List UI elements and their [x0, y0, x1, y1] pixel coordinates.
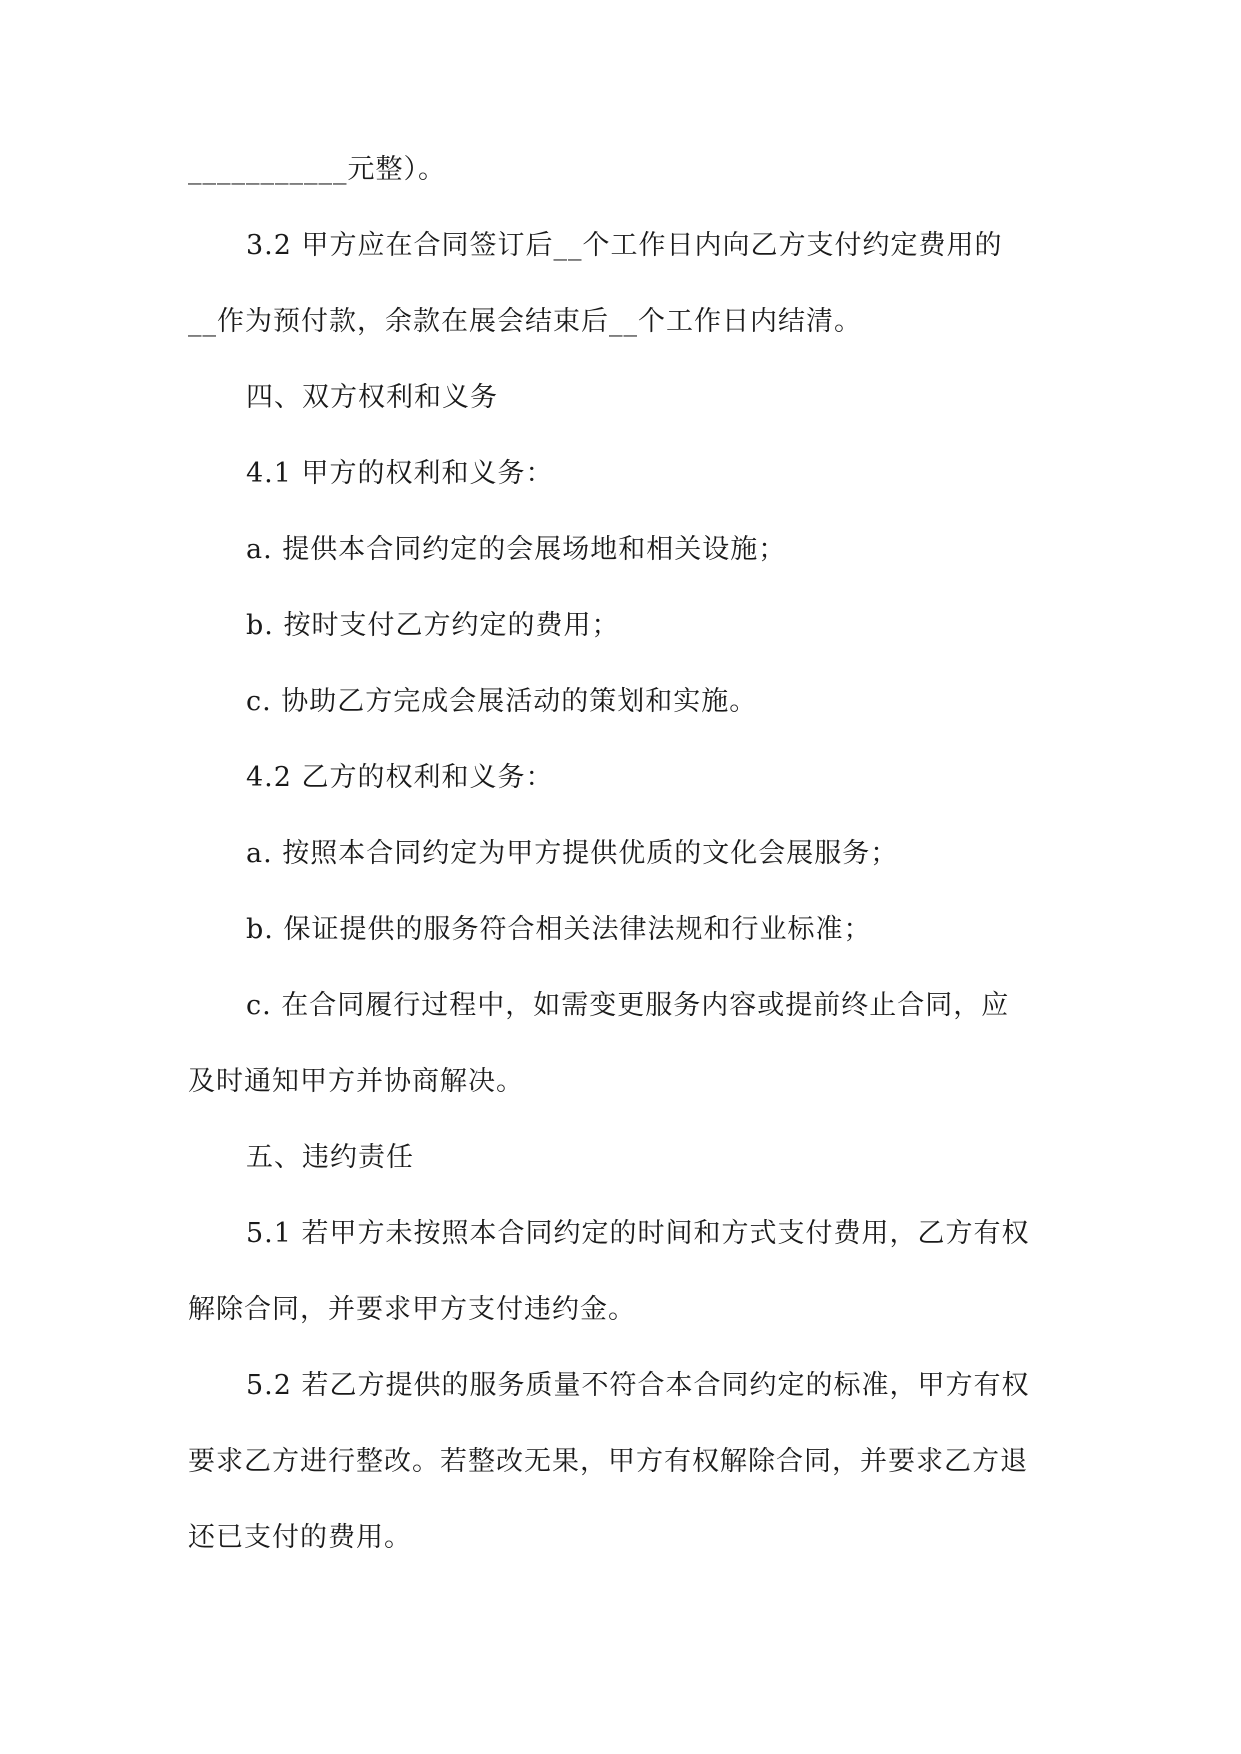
list-item-4-2-c: c. 在合同履行过程中，如需变更服务内容或提前终止合同，应	[246, 990, 1010, 1021]
text-line-4-1: 4.1 甲方的权利和义务：	[246, 458, 554, 489]
list-item-4-2-b: b. 保证提供的服务符合相关法律法规和行业标准；	[246, 914, 872, 945]
text-line-5-2-cont: 要求乙方进行整改。若整改无果，甲方有权解除合同，并要求乙方退	[188, 1446, 1028, 1477]
list-item-4-1-a: a. 提供本合同约定的会展场地和相关设施；	[246, 534, 787, 565]
text-line-5-2: 5.2 若乙方提供的服务质量不符合本合同约定的标准，甲方有权	[246, 1370, 1030, 1401]
text-line-3-2: 3.2 甲方应在合同签订后__个工作日内向乙方支付约定费用的	[246, 230, 1003, 261]
list-item-4-1-c: c. 协助乙方完成会展活动的策划和实施。	[246, 686, 758, 717]
text-line-4-2: 4.2 乙方的权利和义务：	[246, 762, 554, 793]
text-line-amount-end: ___________元整）。	[188, 154, 446, 185]
text-line-5-2-end: 还已支付的费用。	[188, 1522, 412, 1553]
section-heading-4: 四、双方权利和义务	[246, 382, 498, 413]
list-item-4-2-c-cont: 及时通知甲方并协商解决。	[188, 1066, 524, 1097]
list-item-4-2-a: a. 按照本合同约定为甲方提供优质的文化会展服务；	[246, 838, 899, 869]
list-item-4-1-b: b. 按时支付乙方约定的费用；	[246, 610, 620, 641]
section-heading-5: 五、违约责任	[246, 1142, 414, 1173]
text-line-3-2-cont: __作为预付款，余款在展会结束后__个工作日内结清。	[188, 306, 862, 337]
text-line-5-1-cont: 解除合同，并要求甲方支付违约金。	[188, 1294, 636, 1325]
text-line-5-1: 5.1 若甲方未按照本合同约定的时间和方式支付费用，乙方有权	[246, 1218, 1030, 1249]
